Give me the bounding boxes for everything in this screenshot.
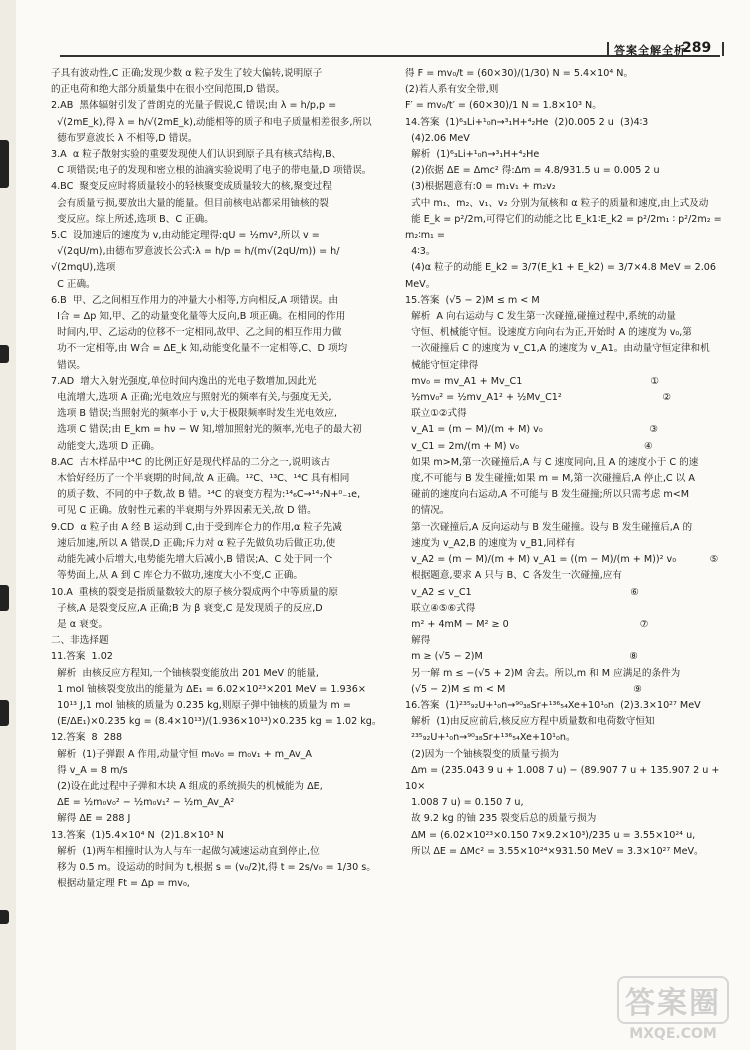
answer-line: Δm = (235.043 9 u + 1.008 7 u) − (89.907 7 u + 135.907 2 u + 10×: [405, 764, 723, 792]
answer-line: √(2mE_k),得 λ = h/√(2mE_k),动能相等的质子和电子质量相差很多,所以: [51, 116, 372, 128]
answer-line: 式中 m₁、m₂、v₁、v₂ 分别为氚核和 α 粒子的质量和速度,由上式及动: [405, 197, 709, 209]
answer-line: 11.答案 1.02: [51, 651, 113, 663]
answer-line: 7.AD 增大入射光强度,单位时间内逸出的光电子数增加,因此光: [51, 375, 317, 387]
header-section-label: 答案全解全析: [614, 44, 686, 57]
answer-line: (2)依据 ΔE = Δmc² 得:Δm = 4.8/931.5 u = 0.005 2 u: [405, 165, 660, 177]
margin-tab-mark: [0, 910, 9, 924]
answer-line: (3)根据题意有:0 = m₁v₁ + m₂v₂: [405, 181, 556, 193]
answer-line: 的情况。: [405, 505, 450, 517]
answer-line: (2)设在此过程中子弹和木块 A 组成的系统损失的机械能为 ΔE,: [51, 780, 323, 792]
answer-line: 第一次碰撞后,A 反向运动与 B 发生碰撞。设与 B 发生碰撞后,A 的: [405, 521, 693, 533]
answer-line: √(2qU/m),由德布罗意波长公式:λ = h/p = h/(m√(2qU/m)) = h/√(2mqU),选项: [51, 246, 340, 274]
watermark-logo: 答案圈: [617, 976, 729, 1024]
answer-line: v_A2 ≤ v_C1 ⑥: [405, 586, 639, 598]
answer-line: 是 α 衰变。: [51, 618, 108, 630]
margin-tab-mark: [0, 345, 9, 363]
answer-line: 15.答案 (√5 − 2)M ≤ m < M: [405, 294, 540, 306]
answer-line: 解得: [405, 635, 431, 647]
answer-line: 故 9.2 kg 的铀 235 裂变后总的质量亏损为: [405, 813, 597, 825]
answer-line: 选项 C 错误;由 E_km = hν − W 知,增加照射光的频率,光电子的最大初: [51, 424, 362, 436]
answer-line: 解得 ΔE = 288 J: [51, 813, 131, 825]
answer-line: 二、非选择题: [51, 635, 109, 647]
answer-line: 木恰好经历了一个半衰期的时间,故 A 正确。¹²C、¹³C、¹⁴C 具有相同: [51, 473, 350, 485]
answer-line: (E/ΔE₁)×0.235 kg = (8.4×10¹³)/(1.936×10¹³)×0.235 kg = 1.02 kg。: [51, 716, 382, 728]
answer-line: 解析 由核反应方程知,一个铀核裂变能放出 201 MeV 的能量,: [51, 667, 319, 679]
answer-line: 移为 0.5 m。设运动的时间为 t,根据 s = (v₀/2)t,得 t = 2s/v₀ = 1/30 s。: [51, 861, 376, 873]
answer-line: 选项 B 错误;当照射光的频率小于 ν,大于极限频率时发生光电效应,: [51, 408, 337, 420]
answer-line: (2)若人系有安全带,则: [405, 84, 499, 96]
answer-line: 等势面上,从 A 到 C 库仑力不做功,速度大小不变,C 正确。: [51, 570, 303, 582]
answer-line: 5.C 设加速后的速度为 v,由动能定理得:qU = ½mv²,所以 v =: [51, 230, 320, 242]
answer-line: m ≥ (√5 − 2)M ⑧: [405, 651, 638, 663]
answer-line: v_C1 = 2m/(m + M) v₀ ④: [405, 440, 653, 452]
answer-line: 得 v_A = 8 m/s: [51, 764, 128, 776]
answer-line: 械能守恒定律得: [405, 359, 479, 371]
answer-line: 速度为 v_A2,B 的速度为 v_B1,同样有: [405, 537, 576, 549]
answer-line: 解析 A 向右运动与 C 发生第一次碰撞,碰撞过程中,系统的动量: [405, 311, 676, 323]
answer-line: 动能变大,选项 D 正确。: [51, 440, 160, 452]
answer-line: 功不一定相等,由 W合 = ΔE_k 知,动能变化量不一定相等,C、D 项均: [51, 343, 348, 355]
page-number: 289: [682, 40, 712, 56]
answer-line: 度,不可能与 B 发生碰撞;如果 m = M,第一次碰撞后,A 停止,C 以 A: [405, 473, 695, 485]
answer-line: 可见 C 正确。放射性元素的半衰期与外界因素无关,故 D 错。: [51, 505, 317, 517]
left-answer-column: [51, 66, 382, 892]
right-answer-column: [405, 66, 737, 860]
margin-tab-mark: [0, 700, 9, 726]
answer-line: 电流增大,选项 A 正确;光电效应与照射光的频率有关,与强度无关,: [51, 392, 332, 404]
answer-line: 12.答案 8 288: [51, 732, 123, 744]
answer-line: 所以 ΔE = ΔMc² = 3.55×10²⁴×931.50 MeV = 3.3×10²⁷ MeV。: [405, 845, 704, 857]
answer-line: (2)因为一个铀核裂变的质量亏损为: [405, 748, 560, 760]
answer-line: 8.AC 古木样品中¹⁴C 的比例正好是现代样品的二分之一,说明该古: [51, 456, 331, 468]
answer-line: 根据动量定理 Ft = Δp = mv₀,: [51, 878, 190, 890]
answer-line: (4)2.06 MeV: [405, 132, 470, 144]
answer-line: 变反应。综上所述,选项 B、C 正确。: [51, 213, 214, 225]
answer-line: v_A2 = (m − M)/(m + M) v_A1 = ((m − M)/(m + M))² v₀ ⑤: [405, 554, 719, 566]
answer-line: 解析 (1)⁶₃Li+¹₀n→³₁H+⁴₂He: [405, 149, 540, 161]
answer-line: 1 mol 铀核裂变放出的能量为 ΔE₁ = 6.02×10²³×201 MeV = 1.936×: [51, 683, 366, 695]
answer-line: 13.答案 (1)5.4×10⁴ N (2)1.8×10³ N: [51, 829, 224, 841]
answer-line: ²³⁵₉₂U+¹₀n→⁹⁰₃₈Sr+¹³⁶₅₄Xe+10¹₀n。: [405, 732, 576, 744]
answer-line: I合 = Δp 知,甲、乙的动量变化量等大反向,B 项正确。在相同的作用: [51, 311, 346, 323]
answer-line: v_A1 = (m − M)/(m + M) v₀ ③: [405, 424, 659, 436]
answer-line: 解析 (1)由反应前后,核反应方程中质量数和电荷数守恒知: [405, 716, 655, 728]
answer-line: 碰前的速度向右运动,A 不可能与 B 发生碰撞;所以只需考虑 m<M: [405, 489, 690, 501]
answer-line: mv₀ = mv_A1 + Mv_C1 ①: [405, 375, 659, 387]
answer-line: 16.答案 (1)²³⁵₉₂U+¹₀n→⁹⁰₃₈Sr+¹³⁶₅₄Xe+10¹₀n (2)3.3×10²⁷ MeV: [405, 699, 701, 711]
answer-line: 时间内,甲、乙运动的位移不一定相同,故甲、乙之间的相互作用力做: [51, 327, 342, 339]
answer-line: 一次碰撞后 C 的速度为 v_C1,A 的速度为 v_A1。由动量守恒定律和机: [405, 343, 710, 355]
answer-line: ΔM = (6.02×10²³×0.150 7×9.2×10³)/235 u = 3.55×10²⁴ u,: [405, 829, 696, 841]
answer-line: 解析 (1)子弹跟 A 作用,动量守恒 m₀v₀ = m₀v₁ + m_Av_A: [51, 748, 312, 760]
answer-line: 另一解 m ≤ −(√5 + 2)M 舍去。所以,m 和 M 应满足的条件为: [405, 667, 681, 679]
answer-line: 的正电荷和绝大部分质量集中在很小空间范围,D 错误。: [51, 84, 286, 96]
answer-line: 4∶3。: [405, 246, 436, 258]
answer-line: 10¹³ J,1 mol 铀核的质量为 0.235 kg,则原子弹中铀核的质量为 m =: [51, 699, 351, 711]
answer-line: 得 F = mv₀/t = (60×30)/(1/30) N = 5.4×10⁴ N。: [405, 68, 634, 79]
answer-line: (4)α 粒子的动能 E_k2 = 3/7(E_k1 + E_k2) = 3/7×4.8 MeV = 2.06 MeV。: [405, 262, 720, 290]
margin-tab-mark: [0, 585, 9, 611]
answer-line: m² + 4mM − M² ≥ 0 ⑦: [405, 618, 649, 630]
answer-line: 如果 m>M,第一次碰撞后,A 与 C 速度同向,且 A 的速度小于 C 的速: [405, 456, 699, 468]
answer-line: 2.AB 黑体辐射引发了普朗克的光量子假说,C 错误;由 λ = h/p,p =: [51, 100, 337, 112]
answer-line: 动能先减小后增大,电势能先增大后减小,B 错误;A、C 处于同一个: [51, 554, 333, 566]
answer-line: 9.CD α 粒子由 A 经 B 运动到 C,由于受到库仑力的作用,α 粒子先减: [51, 521, 342, 533]
answer-line: 联立①②式得: [405, 408, 467, 420]
answer-line: ΔE = ½m₀v₀² − ½m₀v₁² − ½m_Av_A²: [51, 797, 235, 809]
answer-line: 14.答案 (1)⁶₃Li+¹₀n→³₁H+⁴₂He (2)0.005 2 u (3)4∶3: [405, 116, 649, 128]
answer-line: (√5 − 2)M ≤ m < M ⑨: [405, 683, 642, 695]
answer-line: 3.A α 粒子散射实验的重要发现使人们认识到原子具有核式结构,B、: [51, 149, 342, 161]
answer-line: 守恒、机械能守恒。设速度方向向右为正,开始时 A 的速度为 v₀,第: [405, 327, 692, 339]
answer-line: 6.B 甲、乙之间相互作用力的冲量大小相等,方向相反,A 项错误。由: [51, 294, 338, 306]
answer-line: 的质子数、不同的中子数,故 B 错。¹⁴C 的衰变方程为:¹⁴₆C→¹⁴₇N+⁰₋₁e,: [51, 489, 361, 501]
answer-line: 会有质量亏损,要放出大量的能量。但目前核电站都采用铀核的裂: [51, 197, 329, 209]
answer-line: 速后加速,所以 A 错误,D 正确;斥力对 α 粒子先做负功后做正功,使: [51, 537, 336, 549]
answer-line: 根据题意,要求 A 只与 B、C 各发生一次碰撞,应有: [405, 570, 622, 582]
answer-line: C 正确。: [51, 278, 96, 290]
answer-line: 解析 (1)两车相撞时认为人与车一起做匀减速运动直到停止,位: [51, 845, 320, 857]
answer-line: F′ = mv₀/t′ = (60×30)/1 N = 1.8×10³ N。: [405, 100, 602, 112]
answer-line: 子具有波动性,C 正确;发现少数 α 粒子发生了较大偏转,说明原子: [51, 68, 323, 79]
answer-line: C 项错误;电子的发现和密立根的油滴实验说明了电子的带电量,D 项错误。: [51, 165, 372, 177]
watermark: [610, 976, 736, 1042]
answer-line: 1.008 7 u) = 0.150 7 u,: [405, 797, 524, 809]
answer-line: 错误。: [51, 359, 86, 371]
answer-line: 联立④⑤⑥式得: [405, 602, 476, 614]
answer-line: 10.A 重核的裂变是指质量数较大的原子核分裂成两个中等质量的原: [51, 586, 338, 598]
answer-line: ½mv₀² = ½mv_A1² + ½Mv_C1² ②: [405, 392, 671, 404]
answer-line: 德布罗意波长 λ 不相等,D 错误。: [51, 132, 198, 144]
answer-line: 4.BC 聚变反应时将质量较小的轻核聚变成质量较大的核,聚变过程: [51, 181, 332, 193]
margin-tab-mark: [0, 140, 9, 188]
answer-line: 能 E_k = p²/2m,可得它们的动能之比 E_k1∶E_k2 = p²/2m₁ ∶ p²/2m₂ = m₂∶m₁ =: [405, 213, 725, 242]
answer-line: 子核,A 是裂变反应,A 正确;B 为 β 衰变,C 是发现质子的反应,D: [51, 602, 323, 614]
watermark-url: MXQE.COM: [629, 1026, 717, 1042]
